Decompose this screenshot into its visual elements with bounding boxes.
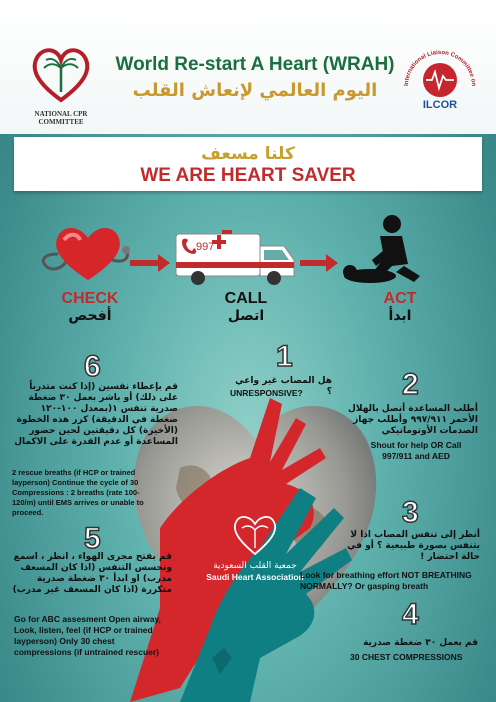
- act-label-arabic: ابدأ: [388, 308, 412, 324]
- steps-illustration: [0, 210, 496, 290]
- step-6-number: 6: [84, 350, 101, 383]
- call-label-arabic: اتصل: [227, 308, 265, 324]
- page-title-arabic: اليوم العالمي لإنعاش القلب: [132, 80, 378, 101]
- check-label-arabic: أفحص: [68, 308, 112, 324]
- step-2-number: 2: [402, 368, 419, 401]
- step-4-number: 4: [402, 598, 419, 631]
- left-logo-text: NATIONAL CPR COMMITTEE: [34, 110, 88, 126]
- step-3-number: 3: [402, 496, 419, 529]
- ilcor-ring-text: International Liaison Committee on: [403, 49, 477, 87]
- step-6-english: 2 rescue breaths (if HCP or trained layperson) Continue the cycle of 30 Compressions : 2 breaths (rate 100-120/m) until EMS arrives or unable to proceed.: [12, 468, 144, 517]
- heart-stethoscope-icon: [43, 228, 130, 280]
- slogan-english: WE ARE HEART SAVER: [140, 165, 356, 186]
- step-6-arabic: قم بإعطاء نفسين (إذا كنت متدرباً على ذلك) أو باشر بعمل ٣٠ ضغطة صدرية تنفس ١(بمعدل ١٠٠-١٢٠ ضغطة في الدقيقة) كرر هذه الخطوة (الأخيرة) كل دقيقتين لحين حضور المساعدة أو عدم القدرة على الاكمال: [14, 382, 178, 447]
- call-label: CALL: [224, 290, 268, 307]
- slogan-arabic: كلنا مسعف: [201, 144, 295, 164]
- national-cpr-logo: [26, 42, 96, 128]
- step-3-english: Look for breathing effort NOT BREATHING NORMALLY? Or gasping breath: [300, 570, 472, 591]
- step-5-english: Go for ABC assesment Open airway, Look, listen, feel (if HCP or trained layperson) Only 30 chest compressions (if untrained rescuer): [14, 614, 161, 657]
- step-1-number: 1: [276, 340, 293, 373]
- ambulance-phone-number: 997: [196, 241, 215, 253]
- step-5-arabic: قم بفتح مجرى الهواء ، انظر ، اسمع وتحسس التنفس (اذا كان المسعف مدرب) او ابدأ ٣٠ ضغطة صدرية متكررة (اذا كان المسعف غير مدرب): [12, 552, 172, 595]
- step-2-english: Shout for help OR Call 997/911 and AED: [370, 440, 462, 461]
- arrow-right-icon: [130, 254, 170, 272]
- heart-palm-icon: [26, 42, 96, 106]
- center-logo-english: Saudi Heart Association: [206, 572, 304, 582]
- step-2-arabic: أطلب المساعدة أتصل بالهلال الأحمر ٩٩٧/٩١١ وأطلب جهاز الصدمات الأوتوماتيكي: [348, 404, 478, 436]
- step-5-number: 5: [84, 522, 101, 555]
- ilcor-text: ILCOR: [422, 99, 458, 111]
- slogan-banner: [14, 137, 482, 191]
- ambulance-icon: [176, 230, 294, 285]
- page-title: World Re-start A Heart (WRAH): [115, 54, 395, 75]
- step-3-arabic: أنظر إلى تنفس المصاب اذا لا يتنفس بصورة طبيعية ؟ أو في حالة احتضار !: [347, 530, 480, 562]
- arrow-right-icon: [300, 254, 338, 272]
- step-1-arabic: هل المصاب غير واعي ؟: [235, 376, 332, 397]
- step-1-english: UNRESPONSIVE?: [230, 388, 303, 398]
- cpr-person-icon: [343, 215, 420, 283]
- step-4-english: 30 CHEST COMPRESSIONS: [350, 652, 463, 662]
- step-4-arabic: قم بعمل ٣٠ ضغطة صدرية: [363, 638, 478, 648]
- ilcor-logo: [400, 40, 480, 130]
- check-label: CHECK: [61, 290, 119, 307]
- center-logo-arabic: جمعية القلب السعودية: [213, 561, 297, 571]
- act-label: ACT: [383, 290, 417, 307]
